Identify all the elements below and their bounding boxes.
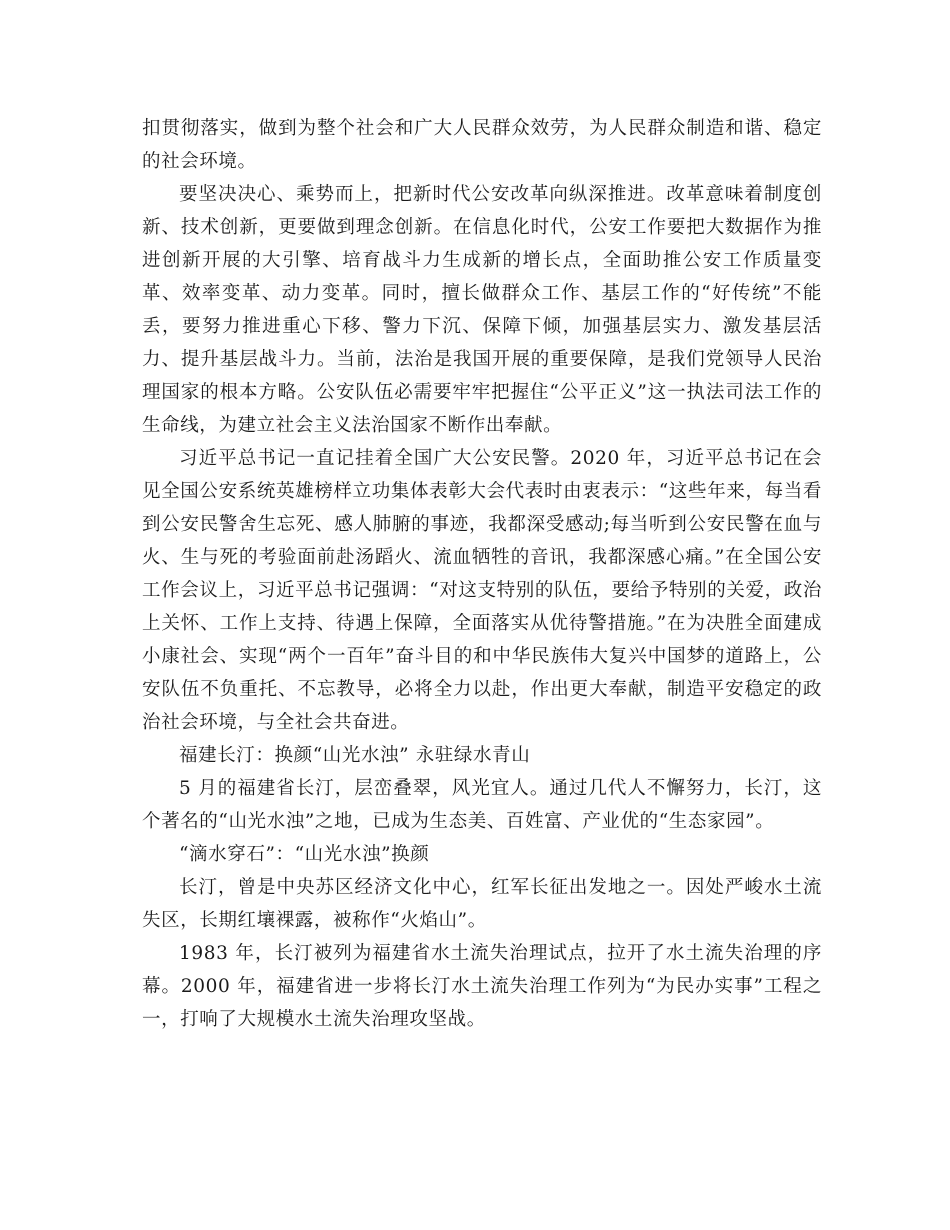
document-body xyxy=(142,112,822,1036)
paragraph-5: 长汀，曾是中央苏区经济文化中心，红军长征出发地之一。因处严峻水土流失区，长期红壤裸露，被称作“火焰山”。 xyxy=(142,877,822,931)
paragraph-2: 要坚决决心、乘势而上，把新时代公安改革向纵深推进。改革意味着制度创新、技术创新，更要做到理念创新。在信息化时代，公安工作要把大数据作为推进创新开展的大引擎、培育战斗力生成新的增长点，全面助推公安工作质量变革、效率变革、动力变革。同时，擅长做群众工作、基层工作的“好传统”不能丢，要努力推进重心下移、警力下沉、保障下倾，加强基层实力、激发基层活力、提升基层战斗力。当前，法治是我国开展的重要保障，是我们党领导人民治理国家的根本方略。公安队伍必需要牢牢把握住“公平正义”这一执法司法工作的生命线，为建立社会主义法治国家不断作出奉献。 xyxy=(142,184,822,436)
paragraph-3: 习近平总书记一直记挂着全国广大公安民警。2020 年，习近平总书记在会见全国公安系统英雄榜样立功集体表彰大会代表时由衷表示：“这些年来，每当看到公安民警舍生忘死、感人肺腑的事迹，我都深受感动;每当听到公安民警在血与火、生与死的考验面前赴汤蹈火、流血牺牲的音讯，我都深感心痛。”在全国公安工作会议上，习近平总书记强调：“对这支特别的队伍，要给予特别的关爱，政治上关怀、工作上支持、待遇上保障，全面落实从优待警措施。”在为决胜全面建成小康社会、实现“两个一百年”奋斗目的和中华民族伟大复兴中国梦的道路上，公安队伍不负重托、不忘教导，必将全力以赴，作出更大奉献，制造平安稳定的政治社会环境，与全社会共奋进。 xyxy=(142,448,822,733)
section-heading-changting: 福建长汀：换颜“山光水浊” 永驻绿水青山 xyxy=(179,745,531,766)
paragraph-1: 扣贯彻落实，做到为整个社会和广大人民群众效劳，为人民群众制造和谐、稳定的社会环境。 xyxy=(142,118,822,172)
paragraph-6: 1983 年，长汀被列为福建省水土流失治理试点，拉开了水土流失治理的序幕。2000 年，福建省进一步将长汀水土流失治理工作列为“为民办实事”工程之一，打响了大规模水土流失治理攻坚战。 xyxy=(142,943,822,1030)
paragraph-4: 5 月的福建省长汀，层峦叠翠，风光宜人。通过几代人不懈努力，长汀，这个著名的“山光水浊”之地，已成为生态美、百姓富、产业优的“生态家园”。 xyxy=(142,778,822,832)
subsection-heading: “滴水穿石”：“山光水浊”换颜 xyxy=(179,844,430,865)
